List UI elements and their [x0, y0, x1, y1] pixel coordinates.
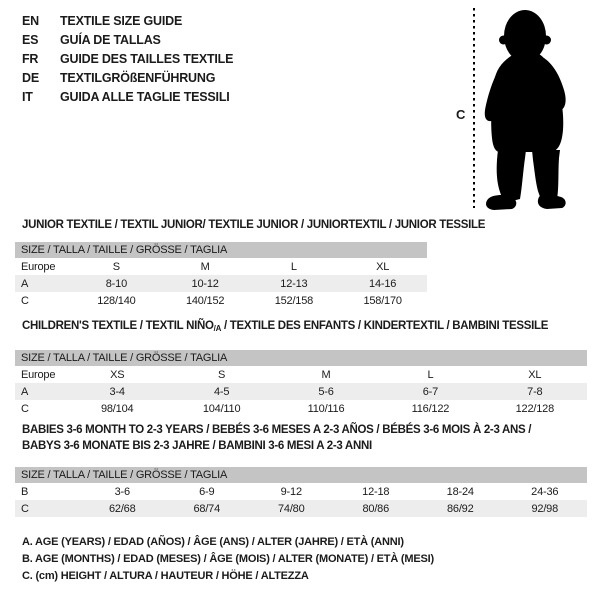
language-code: IT: [22, 90, 33, 104]
junior-table-title: JUNIOR TEXTILE / TEXTIL JUNIOR/ TEXTILE JUNIOR / JUNIORTEXTIL / JUNIOR TESSILE: [22, 219, 486, 231]
table-row: [15, 292, 427, 309]
language-code: DE: [22, 71, 39, 85]
row-label: B: [21, 485, 29, 498]
table-cell: 9-12: [280, 485, 302, 498]
footnote-line: A. AGE (YEARS) / EDAD (AÑOS) / ÂGE (ANS) / ALTER (JAHRE) / ETÀ (ANNI): [22, 536, 404, 548]
table-cell: 24-36: [531, 485, 559, 498]
language-row: [22, 69, 233, 88]
language-list: [22, 12, 233, 107]
children-title-subscript: /A: [213, 324, 222, 333]
language-label: GUIDA ALLE TAGLIE TESSILI: [60, 90, 230, 104]
table-cell: 86/92: [446, 502, 474, 515]
table-cell: 74/80: [277, 502, 305, 515]
baby-figure-shape: [485, 10, 566, 210]
language-row: [22, 12, 233, 31]
size-header-bar: SIZE / TALLA / TAILLE / GRÖSSE / TAGLIA: [15, 242, 427, 258]
table-cell: XS: [110, 368, 125, 381]
language-label: TEXTILE SIZE GUIDE: [60, 14, 183, 28]
table-cell: M: [200, 260, 210, 273]
baby-silhouette: [440, 0, 600, 215]
babies-title-line2: BABYS 3-6 MONATE BIS 2-3 JAHRE / BAMBINI 3-6 MESI A 2-3 ANNI: [22, 440, 372, 452]
children-table-rows: [15, 366, 587, 417]
table-cell: 116/122: [411, 402, 450, 415]
junior-table-rows: [15, 258, 427, 309]
table-cell: 3-4: [109, 385, 125, 398]
table-cell: 6-7: [422, 385, 439, 398]
table-cell: 8-10: [105, 277, 127, 290]
table-cell: 140/152: [185, 294, 225, 307]
table-cell: 12-18: [362, 485, 390, 498]
language-label: TEXTILGRÖßENFÜHRUNG: [60, 71, 216, 85]
table-cell: 18-24: [446, 485, 474, 498]
table-cell: L: [427, 368, 434, 381]
table-cell: S: [218, 368, 226, 381]
table-row: [15, 500, 587, 517]
language-label: GUÍA DE TALLAS: [60, 33, 161, 47]
table-row: [15, 258, 427, 275]
row-label: C: [21, 402, 29, 415]
table-cell: 12-13: [280, 277, 308, 290]
table-cell: 80/86: [362, 502, 390, 515]
table-row: [15, 400, 587, 417]
footnote-line: B. AGE (MONTHS) / EDAD (MESES) / ÂGE (MOIS) / ALTER (MONATE) / ETÀ (MESI): [22, 553, 434, 566]
language-row: [22, 50, 233, 69]
table-cell: 6-9: [199, 485, 215, 498]
row-label: A: [21, 277, 29, 290]
table-cell: XL: [376, 260, 390, 273]
table-cell: 122/128: [515, 402, 555, 415]
children-title-main: CHILDREN'S TEXTILE / TEXTIL NIÑO: [22, 320, 214, 332]
footnote-line: C. (cm) HEIGHT / ALTURA / HAUTEUR / HÖHE / ALTEZZA: [22, 570, 309, 583]
table-row: [15, 366, 587, 383]
measure-footnotes: [22, 534, 434, 586]
height-measure-label: C: [456, 107, 466, 122]
language-code: ES: [22, 33, 39, 47]
table-row: [15, 275, 427, 292]
row-label: Europe: [21, 368, 56, 381]
table-cell: 98/104: [100, 402, 134, 415]
table-cell: L: [290, 260, 297, 273]
children-table: [15, 350, 587, 417]
table-cell: 62/68: [108, 502, 136, 515]
babies-table-rows: [15, 483, 587, 517]
table-row: [15, 383, 587, 400]
table-cell: 158/170: [363, 294, 402, 307]
children-table-title: [22, 318, 548, 337]
language-code: EN: [22, 14, 39, 28]
babies-table-title: [22, 422, 531, 454]
row-label: A: [21, 385, 29, 398]
language-label: GUIDE DES TAILLES TEXTILE: [60, 52, 234, 66]
language-code: FR: [22, 52, 39, 66]
table-cell: 14-16: [369, 277, 397, 290]
table-cell: 4-5: [213, 385, 230, 398]
table-row: [15, 483, 587, 500]
table-cell: 152/158: [274, 294, 314, 307]
table-cell: M: [321, 368, 331, 381]
size-header-bar: SIZE / TALLA / TAILLE / GRÖSSE / TAGLIA: [15, 350, 587, 366]
table-cell: 5-6: [318, 385, 334, 398]
row-label: C: [21, 502, 29, 515]
table-cell: S: [112, 260, 120, 273]
table-cell: XL: [528, 368, 542, 381]
babies-title-line1: BABIES 3-6 MONTH TO 2-3 YEARS / BEBÉS 3-6 MESES A 2-3 AÑOS / BÉBÉS 3-6 MOIS À 2-3 ANS /: [22, 424, 532, 436]
size-header-bar: SIZE / TALLA / TAILLE / GRÖSSE / TAGLIA: [15, 467, 587, 483]
babies-table: [15, 467, 587, 517]
junior-table: [15, 242, 427, 309]
table-cell: 3-6: [114, 485, 130, 498]
children-title-rest: / TEXTILE DES ENFANTS / KINDERTEXTIL / BAMBINI TESSILE: [221, 320, 549, 332]
language-row: [22, 31, 233, 50]
table-cell: 10-12: [191, 277, 219, 290]
table-cell: 7-8: [527, 385, 543, 398]
table-cell: 104/110: [202, 402, 241, 415]
row-label: C: [21, 294, 29, 307]
table-cell: 92/98: [531, 502, 559, 515]
table-cell: 68/74: [193, 502, 221, 515]
table-cell: 110/116: [307, 402, 345, 415]
row-label: Europe: [21, 260, 56, 273]
table-cell: 128/140: [97, 294, 136, 307]
language-row: [22, 88, 233, 107]
